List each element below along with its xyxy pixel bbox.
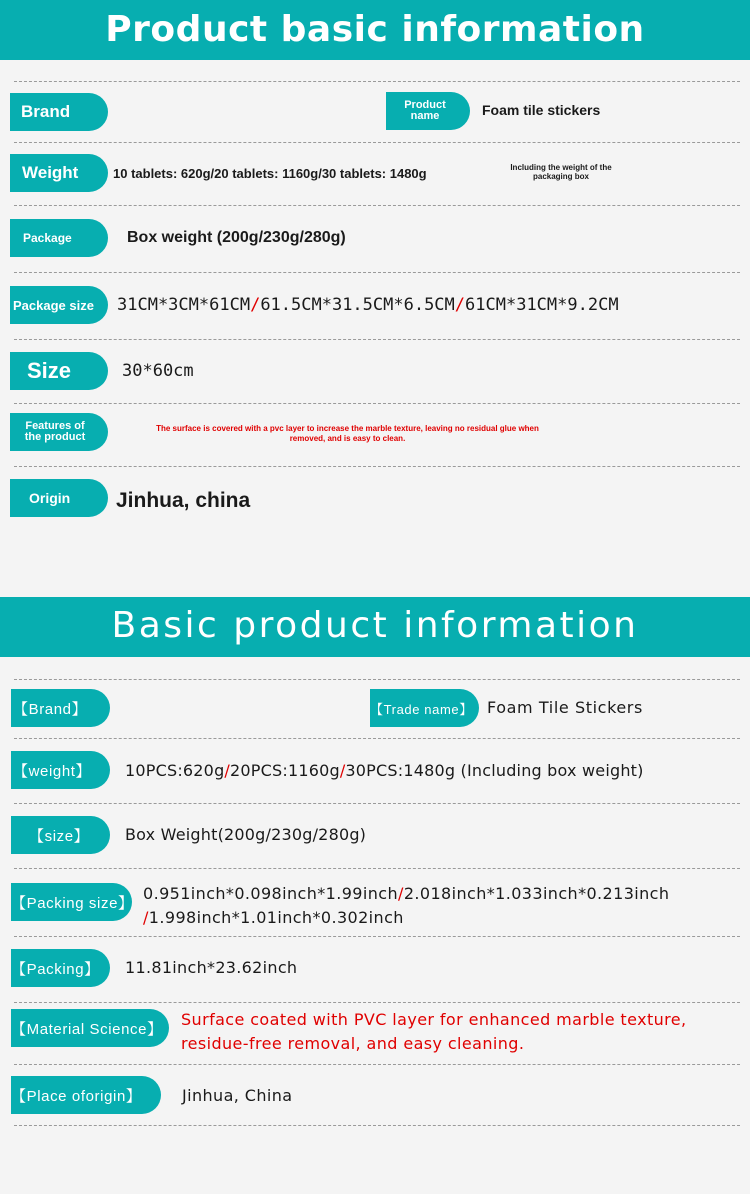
packing-size-label <box>11 883 132 921</box>
section2-title: Basic product information <box>0 597 750 657</box>
weight-value: 10 tablets: 620g/20 tablets: 1160g/30 tablets: 1480g <box>113 166 427 181</box>
package-label <box>10 219 108 257</box>
divider <box>14 81 740 82</box>
origin-value: Jinhua, china <box>116 489 251 512</box>
separator: / <box>143 908 149 927</box>
weight-label-2 <box>11 751 110 789</box>
weight-note-line2: packaging box <box>532 172 589 181</box>
features-value <box>125 424 570 443</box>
separator: / <box>250 295 261 315</box>
package-size-label-text: Package size <box>13 297 94 313</box>
divider <box>14 403 740 404</box>
origin-label <box>10 479 108 517</box>
packing-label <box>11 949 110 987</box>
weight-part-3: 30PCS:1480g (Including box weight) <box>345 761 644 780</box>
package-label-text: Package <box>23 231 72 245</box>
place-of-origin-value: Jinhua, China <box>182 1086 293 1105</box>
weight-part-2: 20PCS:1160g <box>230 761 340 780</box>
packing-value: 11.81inch*23.62inch <box>125 958 298 977</box>
weight-label-2-text: 【weight】 <box>13 762 92 780</box>
divider <box>14 1125 740 1126</box>
size-label-2 <box>11 816 110 854</box>
product-name-label <box>386 92 470 130</box>
features-label-line1: Features of <box>25 420 85 432</box>
material-value-line2: residue-free removal, and easy cleaning. <box>181 1034 525 1053</box>
packing-size-3: 1.998inch*1.01inch*0.302inch <box>148 908 404 927</box>
divider <box>14 1064 740 1065</box>
weight-value-2 <box>125 761 644 780</box>
place-of-origin-label <box>11 1076 161 1114</box>
product-name-label-line2: name <box>410 110 440 122</box>
material-value <box>181 1008 687 1056</box>
packing-size-2: 2.018inch*1.033inch*0.213inch <box>403 884 670 903</box>
product-name-label-line1: Product <box>404 99 446 111</box>
material-value-line1: Surface coated with PVC layer for enhanced marble texture, <box>181 1010 687 1029</box>
size-label <box>10 352 108 390</box>
divider <box>14 738 740 739</box>
section1-title: Product basic information <box>0 0 750 60</box>
size-label-text: Size <box>27 358 72 383</box>
packing-size-1: 0.951inch*0.098inch*1.99inch <box>143 884 399 903</box>
package-size-1: 31CM*3CM*61CM <box>117 295 251 315</box>
trade-name-value: Foam Tile Stickers <box>487 698 643 717</box>
divider <box>14 142 740 143</box>
divider <box>14 205 740 206</box>
weight-part-1: 10PCS:620g <box>125 761 225 780</box>
divider <box>14 679 740 680</box>
package-size-3: 61CM*31CM*9.2CM <box>465 295 619 315</box>
divider <box>14 1002 740 1003</box>
weight-note <box>497 163 625 181</box>
size-value: 30*60cm <box>122 361 194 381</box>
material-label-text: 【Material Science】 <box>11 1020 163 1038</box>
separator: / <box>339 761 346 780</box>
size-label-2-text: 【size】 <box>29 827 90 845</box>
divider <box>14 868 740 869</box>
brand-label <box>10 93 108 131</box>
separator: / <box>398 884 404 903</box>
material-label <box>11 1009 169 1047</box>
weight-note-line1: Including the weight of the <box>510 163 612 172</box>
separator: / <box>224 761 231 780</box>
brand-label-2 <box>11 689 110 727</box>
trade-name-label-text: 【Trade name】 <box>370 701 473 717</box>
brand-label-text: Brand <box>21 102 71 121</box>
features-label <box>10 413 108 451</box>
place-of-origin-label-text: 【Place oforigin】 <box>11 1087 142 1105</box>
separator: / <box>454 295 466 315</box>
divider <box>14 466 740 467</box>
weight-label-text: Weight <box>22 163 79 182</box>
divider <box>14 803 740 804</box>
package-value: Box weight (200g/230g/280g) <box>127 229 346 246</box>
packing-label-text: 【Packing】 <box>11 960 100 978</box>
features-label-line2: the product <box>24 431 86 443</box>
package-size-value <box>117 295 619 315</box>
packing-size-value <box>143 882 669 930</box>
packing-size-label-text: 【Packing size】 <box>11 894 134 912</box>
size-value-2: Box Weight(200g/230g/280g) <box>125 825 367 844</box>
package-size-label <box>10 286 108 324</box>
package-size-2: 61.5CM*31.5CM*6.5CM <box>260 295 455 315</box>
features-value-line1: The surface is covered with a pvc layer to increase the marble texture, leaving no residual glue when <box>156 424 539 433</box>
weight-label <box>10 154 108 192</box>
divider <box>14 339 740 340</box>
origin-label-text: Origin <box>29 490 71 506</box>
divider <box>14 936 740 937</box>
trade-name-label <box>370 689 479 727</box>
brand-label-2-text: 【Brand】 <box>13 700 88 718</box>
features-value-line2: removed, and is easy to clean. <box>289 433 406 443</box>
divider <box>14 272 740 273</box>
product-name-value: Foam tile stickers <box>482 102 601 118</box>
